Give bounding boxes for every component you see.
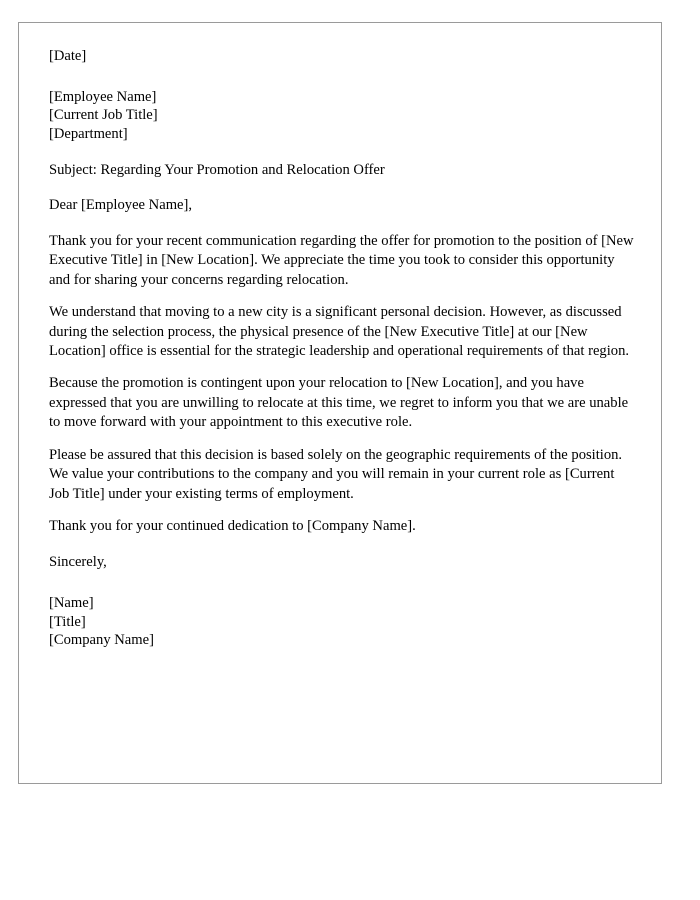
salutation: Dear [Employee Name], (49, 197, 193, 214)
date-line: [Date] (49, 48, 87, 64)
spacer (49, 536, 635, 553)
signature-block (49, 594, 635, 650)
spacer (49, 290, 635, 303)
spacer (49, 144, 635, 161)
recipient-department: [Department] (49, 126, 128, 143)
paragraph-1: Thank you for your recent communication regarding the offer for promotion to the position of [New Executive Title] in [New Location]. We appreciate the time you took to consider this opportunity and for sharing your concerns regarding relocation. (49, 233, 634, 288)
signer-title: [Title] (49, 613, 86, 630)
recipient-job-title: [Current Job Title] (49, 107, 158, 124)
closing: Sincerely, (49, 554, 107, 571)
spacer (49, 361, 635, 374)
recipient-block (49, 88, 635, 144)
paragraph-3: Because the promotion is contingent upon your relocation to [New Location], and you have expressed that you are unwilling to relocate at this time, we regret to inform you that we are unable to move forward with your appointment to this executive role. (49, 375, 629, 431)
spacer (49, 179, 635, 196)
spacer (49, 66, 635, 88)
signer-name: [Name] (49, 594, 94, 611)
subject-line: Subject: Regarding Your Promotion and Relocation Offer (49, 161, 385, 178)
spacer (49, 572, 635, 594)
spacer (49, 504, 635, 517)
paragraph-2: We understand that moving to a new city is a significant personal decision. However, as discussed during the selection process, the physical presence of the [New Executive Title] at our [New Location] office is essential for the strategic leadership and operational requirements of that region. (49, 304, 630, 360)
recipient-name: [Employee Name] (49, 88, 157, 105)
spacer (49, 433, 635, 446)
paragraph-4: Please be assured that this decision is based solely on the geographic requirements of the position. We value your contributions to the company and you will remain in your current role as [Current Job Title] under your existing terms of employment. (49, 446, 623, 502)
letter-body (49, 47, 635, 650)
spacer (49, 215, 635, 232)
document-page (18, 22, 662, 784)
signer-company: [Company Name] (49, 632, 154, 649)
paragraph-5: Thank you for your continued dedication to [Company Name]. (49, 517, 416, 534)
